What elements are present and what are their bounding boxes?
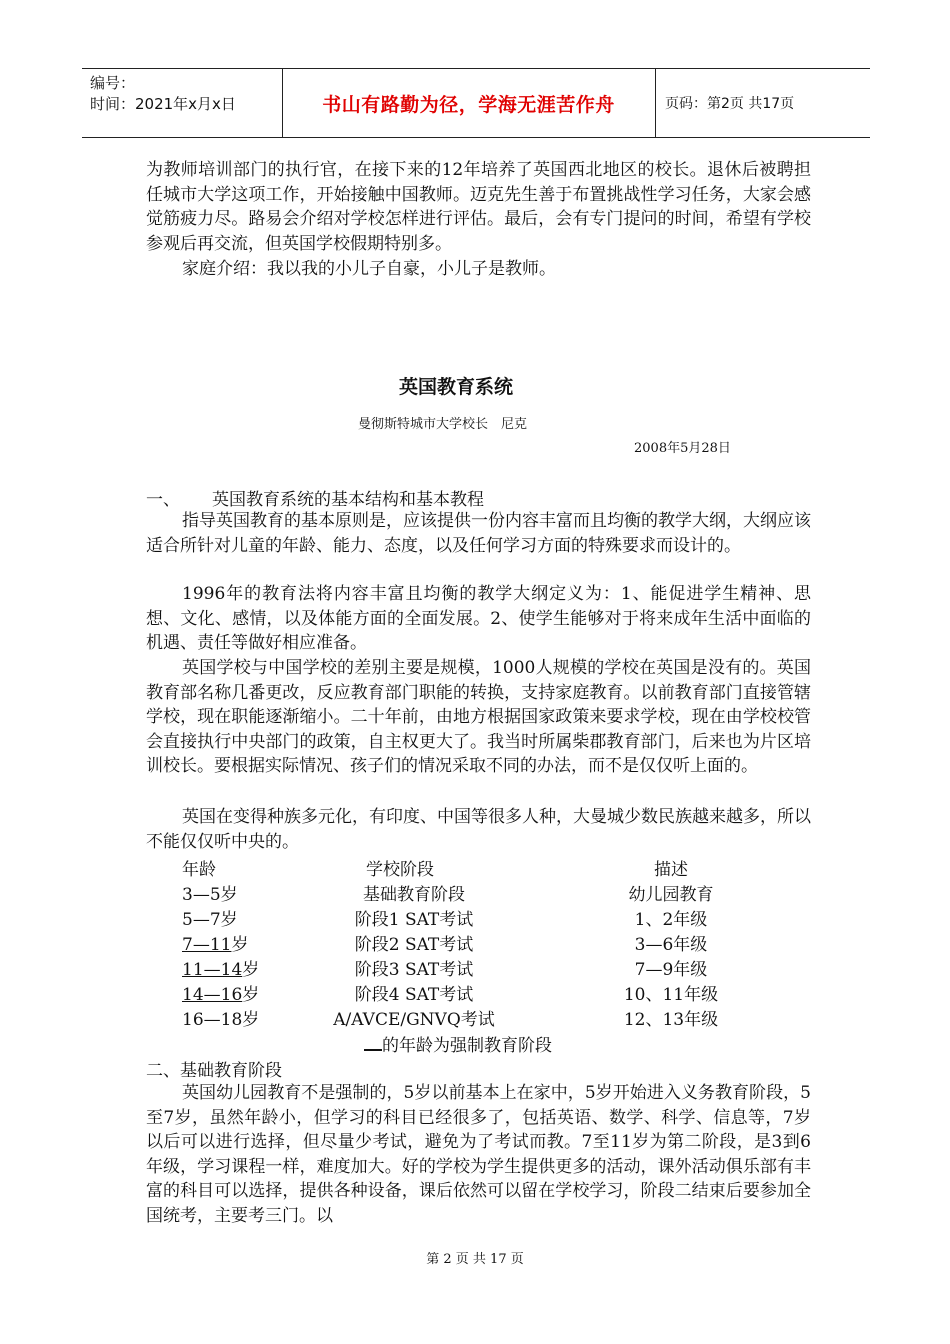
table-cell-desc: 幼儿园教育	[628, 885, 714, 905]
section-heading	[146, 485, 484, 510]
table-row	[0, 905, 950, 930]
table-header-stage: 学校阶段	[366, 860, 434, 880]
document-number: 编号：	[90, 74, 136, 92]
section-title: 英国教育系统的基本结构和基本教程	[212, 490, 484, 510]
table-header-desc: 描述	[654, 860, 688, 880]
table-row	[0, 980, 950, 1005]
page-header	[82, 68, 870, 138]
section-number: 一、	[146, 490, 180, 510]
table-cell-age: 3—5岁	[182, 885, 238, 905]
age-unit: 岁	[242, 985, 260, 1005]
body-paragraph: 指导英国教育的基本原则是，应该提供一份内容丰富而且均衡的教学大纲，大纲应该适合所针对儿童的年龄、能力、态度，以及任何学习方面的特殊要求而设计的。	[146, 511, 811, 556]
table-row	[0, 1005, 950, 1030]
blank-underline	[364, 1035, 382, 1051]
table-cell-stage: A/AVCE/GNVQ考试	[333, 1010, 495, 1030]
header-motto: 书山有路勤为径，学海无涯苦作舟	[322, 94, 615, 116]
header-divider	[655, 69, 656, 137]
article-date: 2008年5月28日	[634, 441, 731, 456]
table-cell-age	[182, 980, 259, 1005]
intro-paragraph: 为教师培训部门的执行官，在接下来的12年培养了英国西北地区的校长。退休后被聘担任城市大学这项工作，开始接触中国教师。迈克先生善于布置挑战性学习任务，大家会感觉筋疲力尽。路易会介绍对学校怎样进行评估。最后，会有专门提问的时间，希望有学校参观后再交流，但英国学校假期特别多。	[146, 160, 811, 254]
table-cell-desc: 10、11年级	[623, 985, 719, 1005]
header-meta	[90, 73, 236, 115]
table-note-text: 的年龄为强制教育阶段	[382, 1036, 552, 1056]
table-cell-stage: 阶段1 SAT考试	[354, 910, 474, 930]
table-row	[0, 955, 950, 980]
article-author: 曼彻斯特城市大学校长 尼克	[358, 417, 528, 432]
body-paragraph: 英国学校与中国学校的差别主要是规模，1000人规模的学校在英国是没有的。英国教育部名称几番更改，反应教育部门职能的转换，支持家庭教育。以前教育部门直接管辖学校，现在职能逐渐缩小。二十年前，由地方根据国家政策来要求学校，现在由学校校管会直接执行中央部门的政策，自主权更大了。我当时所属柴郡教育部门，后来也为片区培训校长。要根据实际情况、孩子们的情况采取不同的办法，而不是仅仅听上面的。	[146, 658, 811, 776]
age-unit: 岁	[231, 935, 249, 955]
table-cell-stage: 阶段2 SAT考试	[354, 935, 474, 955]
table-cell-age	[182, 955, 259, 980]
body-paragraph: 英国幼儿园教育不是强制的，5岁以前基本上在家中，5岁开始进入义务教育阶段，5至7岁，虽然年龄小，但学习的科目已经很多了，包括英语、数学、科学、信息等，7岁以后可以进行选择，但尽量少考试，避免为了考试而教。7至11岁为第二阶段，是3到6年级，学习课程一样，难度加大。好的学校为学生提供更多的活动，课外活动俱乐部有丰富的科目可以选择，提供各种设备，课后依然可以留在学校学习，阶段二结束后要参加全国统考，主要考三门。以	[146, 1083, 811, 1226]
article-title: 英国教育系统	[398, 376, 513, 398]
table-cell-desc: 7—9年级	[634, 960, 708, 980]
table-header-row	[0, 855, 950, 880]
age-unit: 岁	[242, 960, 260, 980]
age-range: 14—16	[182, 985, 243, 1005]
table-cell-stage: 阶段4 SAT考试	[354, 985, 474, 1005]
page-footer: 第 2 页 共 17 页	[426, 1252, 524, 1267]
section-heading: 二、基础教育阶段	[146, 1061, 282, 1081]
header-page-info: 页码：第2页 共17页	[665, 96, 795, 112]
table-cell-age	[182, 930, 248, 955]
table-header-age: 年龄	[182, 860, 216, 880]
table-note	[364, 1031, 552, 1056]
table-cell-stage: 阶段3 SAT考试	[354, 960, 474, 980]
table-cell-desc: 1、2年级	[634, 910, 708, 930]
age-range: 7—11	[182, 935, 232, 955]
table-cell-age: 5—7岁	[182, 910, 238, 930]
table-cell-desc: 3—6年级	[634, 935, 708, 955]
intro-paragraph: 家庭介绍：我以我的小儿子自豪，小儿子是教师。	[182, 259, 556, 279]
body-paragraph: 1996年的教育法将内容丰富且均衡的教学大纲定义为：1、能促进学生精神、思想、文化、感情，以及体能方面的全面发展。2、使学生能够对于将来成年生活中面临的机遇、责任等做好相应准备。	[146, 584, 811, 653]
table-cell-desc: 12、13年级	[623, 1010, 719, 1030]
body-paragraph: 英国在变得种族多元化，有印度、中国等很多人种，大曼城少数民族越来越多，所以不能仅仅听中央的。	[146, 807, 811, 852]
document-time: 时间：2021年x月x日	[90, 95, 236, 113]
table-cell-age: 16—18岁	[182, 1010, 260, 1030]
age-range: 11—14	[182, 960, 243, 980]
table-cell-stage: 基础教育阶段	[363, 885, 465, 905]
table-row	[0, 880, 950, 905]
table-row	[0, 930, 950, 955]
